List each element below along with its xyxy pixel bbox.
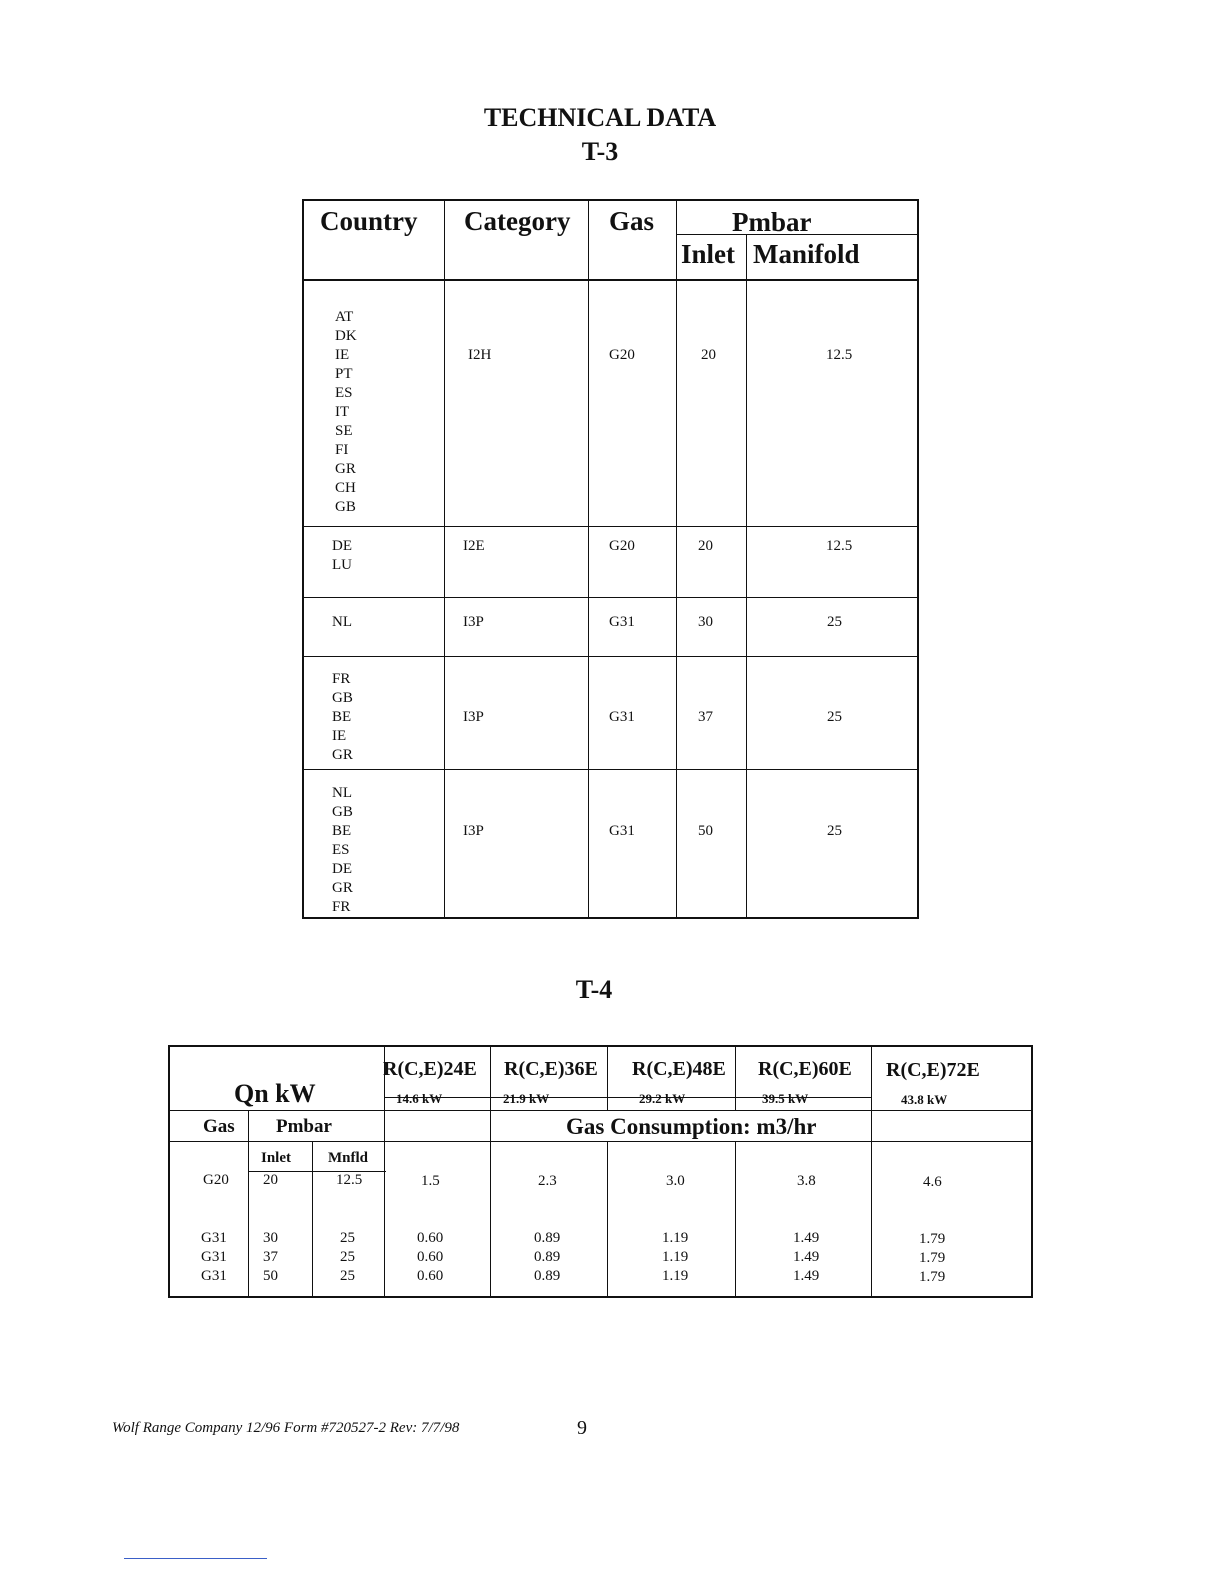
t3-row-5-countries (332, 784, 353, 917)
t4-cell-mnfld: 25 (340, 1249, 355, 1265)
t3-row-divider (304, 656, 917, 657)
t4-col-divider (735, 1047, 736, 1110)
t3-row-divider (304, 526, 917, 527)
t4-model-name: R(C,E)36E (504, 1058, 598, 1080)
t4-model-name: R(C,E)60E (758, 1058, 852, 1080)
table-t4-label: T-4 (575, 975, 613, 1004)
t4-header-inlet: Inlet (261, 1150, 291, 1166)
t4-header-gas: Gas (203, 1116, 235, 1137)
list-item: GR (335, 461, 356, 477)
t4-cell-value: 1.19 (662, 1249, 689, 1265)
t3-header-divider (304, 279, 917, 281)
t4-col-divider (248, 1110, 249, 1296)
t4-model-kw: 39.5 kW (762, 1091, 809, 1106)
table-t3-label: T-3 (581, 137, 619, 166)
t3-row-3-category: I3P (463, 614, 484, 630)
list-item: FR (332, 671, 351, 687)
t3-header-manifold: Manifold (753, 239, 860, 269)
t4-cell-value: 0.60 (417, 1249, 444, 1265)
list-item: NL (332, 614, 352, 630)
t3-row-5-category: I3P (463, 823, 484, 839)
t4-cell-value: 1.49 (793, 1230, 820, 1246)
page-title: TECHNICAL DATA (483, 103, 717, 132)
t3-row-2-manifold: 12.5 (826, 538, 853, 554)
t4-cell-gas: G20 (203, 1172, 229, 1188)
t3-row-divider (304, 769, 917, 770)
t4-col-divider (312, 1141, 313, 1296)
t4-cell-inlet: 20 (263, 1172, 278, 1188)
t4-cell-value: 3.8 (797, 1173, 816, 1189)
t3-col-divider (588, 201, 589, 917)
t4-cell-gas: G31 (201, 1249, 227, 1265)
t4-cell-value: 1.5 (421, 1173, 440, 1189)
t3-col-divider (676, 201, 677, 917)
t4-cell-value: 0.89 (534, 1230, 561, 1246)
list-item: SE (335, 423, 353, 439)
t3-row-1-gas: G20 (609, 347, 635, 363)
t4-cell-gas: G31 (201, 1230, 227, 1246)
t3-row-2-countries (332, 537, 352, 575)
t3-row-2-inlet: 20 (698, 538, 713, 554)
t4-cell-value: 1.19 (662, 1230, 689, 1246)
t4-col-divider (735, 1141, 736, 1296)
t3-header-gas: Gas (609, 206, 655, 236)
list-item: PT (335, 366, 353, 382)
t4-col-divider (871, 1047, 872, 1296)
list-item: GB (335, 499, 356, 515)
t4-cell-value: 2.3 (538, 1173, 557, 1189)
t4-cell-inlet: 30 (263, 1230, 278, 1246)
t3-row-3-manifold: 25 (827, 614, 842, 630)
t4-cell-value: 1.49 (793, 1268, 820, 1284)
list-item: FR (332, 899, 351, 915)
t4-header-consumption: Gas Consumption: m3/hr (566, 1114, 817, 1139)
list-item: LU (332, 557, 352, 573)
t4-model-kw: 14.6 kW (396, 1091, 443, 1106)
t4-cell-value: 1.19 (662, 1268, 689, 1284)
t3-row-1-manifold: 12.5 (826, 347, 853, 363)
t4-model-name: R(C,E)24E (383, 1058, 477, 1080)
page-number: 9 (577, 1417, 587, 1439)
t4-col-divider (490, 1047, 491, 1296)
t4-model-kw: 43.8 kW (901, 1092, 948, 1107)
t3-row-4-gas: G31 (609, 709, 635, 725)
t4-cell-inlet: 37 (263, 1249, 278, 1265)
t4-cell-value: 0.60 (417, 1268, 444, 1284)
t4-model-kw: 21.9 kW (503, 1091, 550, 1106)
t4-cell-gas: G31 (201, 1268, 227, 1284)
list-item: GR (332, 747, 353, 763)
t3-row-4-manifold: 25 (827, 709, 842, 725)
t3-row-2-gas: G20 (609, 538, 635, 554)
t4-subheader-divider (170, 1141, 1031, 1142)
t4-cell-value: 1.79 (919, 1250, 946, 1266)
t3-header-inlet: Inlet (681, 239, 735, 269)
t3-col-divider (746, 234, 747, 917)
table-t3 (302, 199, 919, 919)
t4-model-name: R(C,E)72E (886, 1059, 980, 1081)
t4-cell-value: 0.60 (417, 1230, 444, 1246)
list-item: BE (332, 709, 352, 725)
t3-row-3-inlet: 30 (698, 614, 713, 630)
list-item: IT (335, 404, 350, 420)
t4-cell-mnfld: 12.5 (336, 1172, 363, 1188)
t3-row-4-category: I3P (463, 709, 484, 725)
list-item: DE (332, 861, 352, 877)
list-item: IE (332, 728, 347, 744)
t4-cell-value: 0.89 (534, 1249, 561, 1265)
t4-cell-value: 3.0 (666, 1173, 685, 1189)
t3-row-3-countries (332, 613, 352, 632)
list-item: BE (332, 823, 352, 839)
t4-header-pmbar: Pmbar (276, 1116, 332, 1137)
t4-col-divider (607, 1047, 608, 1110)
t3-row-5-manifold: 25 (827, 823, 842, 839)
page-footer: Wolf Range Company 12/96 Form #720527-2 Rev: 7/7/98 (112, 1420, 460, 1436)
t4-cell-value: 1.49 (793, 1249, 820, 1265)
t3-row-4-inlet: 37 (698, 709, 713, 725)
list-item: AT (335, 309, 354, 325)
t3-col-divider (444, 201, 445, 917)
t4-col-divider (607, 1141, 608, 1296)
t3-header-category: Category (464, 206, 571, 236)
list-item: DK (335, 328, 357, 344)
t4-qn-label: Qn kW (234, 1079, 316, 1108)
t3-row-3-gas: G31 (609, 614, 635, 630)
t4-cell-value: 4.6 (923, 1174, 942, 1190)
t3-row-1-countries (335, 308, 357, 517)
bottom-rule (124, 1558, 267, 1559)
t4-cell-mnfld: 25 (340, 1230, 355, 1246)
t3-row-divider (304, 597, 917, 598)
list-item: DE (332, 538, 352, 554)
t3-row-2-category: I2E (463, 538, 485, 554)
table-t4 (168, 1045, 1033, 1298)
t4-header-mnfld: Mnfld (328, 1150, 369, 1166)
t4-col-divider (384, 1047, 385, 1296)
t3-row-5-gas: G31 (609, 823, 635, 839)
t3-row-1-category: I2H (468, 347, 492, 363)
t4-header-divider (170, 1110, 1031, 1111)
list-item: FI (335, 442, 349, 458)
list-item: GB (332, 690, 353, 706)
list-item: ES (332, 842, 350, 858)
list-item: GR (332, 880, 353, 896)
list-item: ES (335, 385, 353, 401)
t4-model-name: R(C,E)48E (632, 1058, 726, 1080)
t3-header-pmbar: Pmbar (732, 207, 812, 237)
t3-row-5-inlet: 50 (698, 823, 713, 839)
t4-cell-value: 1.79 (919, 1269, 946, 1285)
list-item: NL (332, 785, 352, 801)
t4-model-kw: 29.2 kW (639, 1091, 686, 1106)
t4-cell-inlet: 50 (263, 1268, 278, 1284)
list-item: GB (332, 804, 353, 820)
t4-cell-value: 1.79 (919, 1231, 946, 1247)
t4-cell-value: 0.89 (534, 1268, 561, 1284)
t3-row-1-inlet: 20 (701, 347, 716, 363)
list-item: IE (335, 347, 350, 363)
t3-header-country: Country (320, 206, 418, 236)
list-item: CH (335, 480, 356, 496)
t4-cell-mnfld: 25 (340, 1268, 355, 1284)
t3-row-4-countries (332, 670, 353, 765)
